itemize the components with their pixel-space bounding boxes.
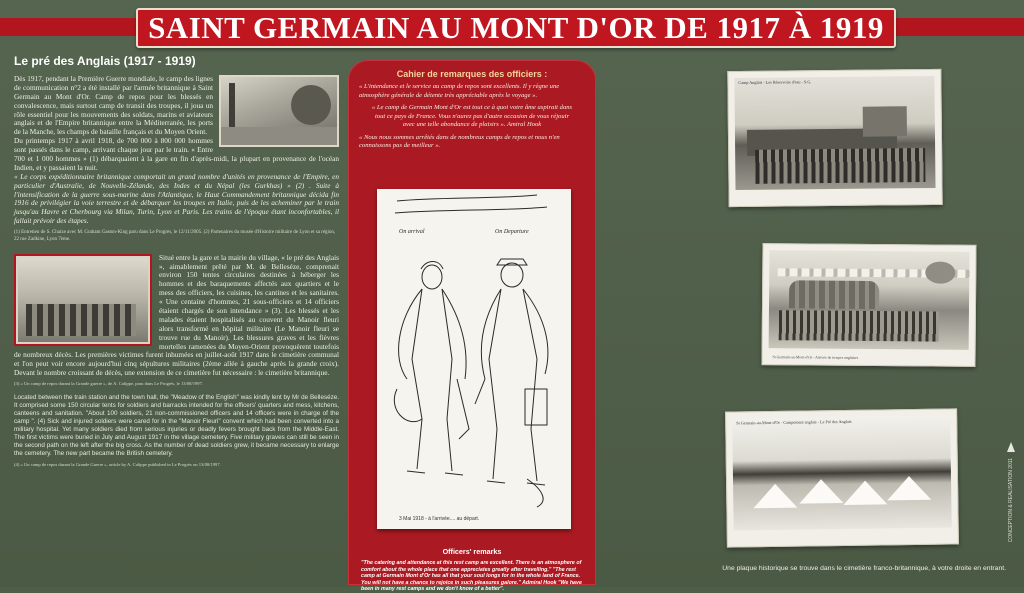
side-credit-text: CONCEPTION & REALISATION 2011 bbox=[1008, 458, 1014, 543]
paragraph-3: « Le corps expéditionnaire britannique comportait un grand nombre d'unités en provenance de l'Empire, en particulier d'Australie, de Nouvelle-Zélande, des Indes et du Népal (les Gurkhas) » (2) . Suite à l'intensification de la guerre sous-marine dans l'Atlantique, le Haut Commandement britannique décida fin 1916 de privilégier la voie terrestre et de débarquer les troupes en Italie, puis de les acheminer par le train jusqu'au Havre et Cherbourg via Milan, Turin, Lyon et Paris. Les trains de l'époque étant inconfortables, il fallait prévoir des étapes. bbox=[14, 171, 339, 226]
sketch-label-left: On arrival bbox=[399, 229, 425, 235]
paragraph-4: Situé entre la gare et la mairie du village, « le pré des Anglais », aimablement prêté par M. de Belleséze, comprenait environ 150 tentes circulaires destinées à héberger les hommes et des baraquements affectés aux quartiers et le mess des officiers, les cuisines, les cantines et les sanitaires. « Une centaine d'hommes, 21 sous-officiers et 14 officiers étaient chargés de son intendance » (3). Les blessés et les malades étaient hospitalisés au couvent du Manoir fleuri alors transformé en hôpital militaire (Le Manoir fleuri se trouve rue du Manoir). Les blessures graves et les fièvres mortelles ramenées du Moyen-Orient provoquèrent toutefois de nombreux décès. Les premières victimes furent inhumées en juillet-août 1917 dans le cimetière communal et l'on peut voir encore aujourd'hui cinq sépultures militaires (2ème allée à gauche après la grande croix). Devant le nombre croissant de décès, une extension de ce cimetière fut nécessaire : le cimetière britannique. bbox=[14, 252, 339, 378]
quote-3: « Nous nous sommes arrêtés dans de nombreux camps de repos et nous n'en connaissons pas de meilleur ». bbox=[359, 133, 560, 150]
sketch-label-right: On Departure bbox=[495, 229, 529, 235]
officers-sketch bbox=[377, 189, 571, 529]
sketch-drawing bbox=[377, 189, 571, 519]
photo-3-caption: St Germain-au-Mont-d'Or - Campement anglais - Le Pré des Anglais bbox=[736, 418, 852, 426]
logo-icon bbox=[1005, 440, 1017, 454]
photo-top-left bbox=[219, 75, 339, 147]
quote-2: « Le camp de Germain Mont d'Or est tout ce à quoi votre âme aspirait dans tout ce pays de France. Vous n'aurez pas d'autre occasion de vous réjouir avec une telle abondance de plaisirs ». Amiral Hook bbox=[371, 104, 573, 129]
photo-2-caption: St Germain-au-Mont-d'Or - Arrivée de troupes anglaises bbox=[772, 355, 859, 360]
section-subtitle: Le pré des Anglais (1917 - 1919) bbox=[14, 54, 196, 68]
title-plate bbox=[136, 8, 896, 48]
photo-tent-camp bbox=[725, 408, 959, 547]
plaque-caption: Une plaque historique se trouve dans le cimetière franco-britannique, à votre droite en entrant. bbox=[722, 565, 1006, 572]
photo-1-caption: Camp Anglais - Les Réservoirs d'eau - S.G. bbox=[738, 79, 812, 86]
english-text: Located between the train station and the town hall, the "Meadow of the English" was kindly lent by Mr de Belleséze. It comprised some 150 circular tents for soldiers and barracks intended for the officers' quarters and mess, kitchens, canteens and sanitation. "About 100 soldiers, 21 non-commissioned officers and 14 officers were in charge of the camp ". (4) Sick and injured soldiers were cared for in the "Manoir Fleuri" convent which had been converted into a military hospital. Yet many soldiers died from serious injuries or deadly fevers brought back from the Middle-East. The first victims were buried in July and August 1917 in the village cemetery. Five military graves can still be seen in the second path on the left after the big cross. As the number of dead soldiers grew, it became necessary to enlarge the cemetery. The new part became the British cemetery. bbox=[14, 394, 339, 458]
footnotes-1-2: (1) Entretien de S. Chaize avec M. Graham Gaston-King paru dans Le Progrès, le 12/11/2005. (2) Partenaires du musée d'Histoire militaire de Lyon et sa région, 22 rue Zadkine, Lyon 7ème. bbox=[14, 230, 336, 242]
paragraph-1: Dès 1917, pendant la Première Guerre mondiale, le camp des lignes de communication n°2 a été installé par l'armée britannique à Saint Germain au Mont d'Or. Camp de repos pour les blessés en convalescence, mais surtout camp de transit des troupes, il joua un rôle essentiel pour les mouvements des soldats, marins et aviateurs anglais et de l'Empire britannique entre la Méditerranée, les ports de la Manche, les champs de bataille français et du Moyen Orient. bbox=[14, 74, 213, 137]
photo-troops-arrival bbox=[761, 243, 976, 367]
remarks-header: Cahier de remarques des officiers : bbox=[396, 69, 548, 79]
title-banner bbox=[0, 8, 1024, 48]
quote-1: « L'intendance et le service au camp de repos sont excellents. Il y règne une atmosphère générale de détente très appréciable après le voyage ». bbox=[359, 83, 560, 99]
photo-soldiers bbox=[14, 254, 152, 346]
footnote-3: (3) « Un camp de repos durant la Grande guerre », de A. Calippe, paru dans Le Progrès, le 13/08/1997. bbox=[14, 381, 204, 387]
photo-water-reservoirs bbox=[727, 69, 942, 207]
sketch-caption: 3 Mai 1918 - à l'arrivée.... au départ. bbox=[399, 516, 480, 522]
paragraph-2: Du printemps 1917 à avril 1918, de 700 000 à 800 000 hommes sont passés dans le camp, arrivant chaque jour par le train. « Entre 700 et 1 000 hommes » (1) débarquaient à la gare en fin d'après-midi, la plupart en provenance de l'océan Indien, et y passaient la nuit. bbox=[14, 136, 339, 172]
left-column bbox=[14, 54, 339, 584]
english-remarks: "The catering and attendance at this rest camp are excellent. There is an atmosphere of comfort about the whole place that one appreciates greatly after travelling." "The rest camp at Germain Mont d'Or has all that your soul longs for in the whole land of France. You will not have a chance to rejoice in such pleasures galore." Admiral Hook "We have been in many rest camps and we don't know of a better". bbox=[361, 560, 582, 593]
footnote-4: (4) « Un camp de repos durant la Grande Guerre », article by A. Calippe published in Le Progrès on 13/08/1997. bbox=[14, 462, 221, 468]
english-remarks-header: Officers' remarks bbox=[442, 547, 502, 556]
officers-remarks-panel bbox=[348, 60, 596, 593]
page-title: SAINT GERMAIN AU MONT D'OR DE 1917 À 1919 bbox=[148, 10, 884, 45]
side-credit bbox=[1004, 440, 1018, 560]
